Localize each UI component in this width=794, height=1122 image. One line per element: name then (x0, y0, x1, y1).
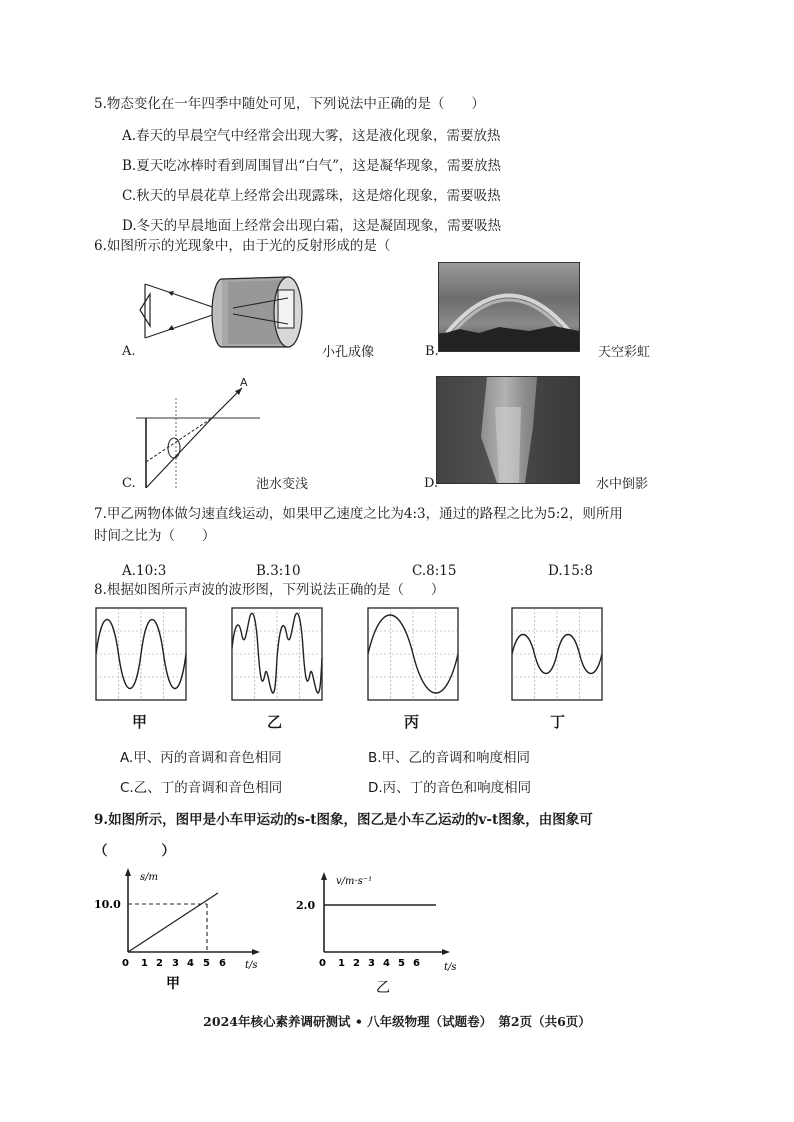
st-tick-1: 1 (141, 958, 148, 969)
st-graph-jia (90, 860, 275, 990)
vt-tick-0: 0 (319, 958, 326, 969)
st-tick-4: 4 (187, 958, 194, 969)
q8-stem: 8.根据如图所示声波的波形图，下列说法正确的是（ ） (94, 582, 445, 598)
vt-tick-5: 5 (398, 958, 405, 969)
q7-option-c: C.8:15 (412, 563, 457, 579)
st-tick-5: 5 (203, 958, 210, 969)
waveform-label-jia: 甲 (132, 713, 148, 731)
q5-option-c: C.秋天的早晨花草上经常会出现露珠，这是熔化现象，需要吸热 (122, 188, 501, 204)
vt-tick-1: 1 (338, 958, 345, 969)
fig-c-eye-label: A (240, 376, 248, 389)
q5-option-d: D.冬天的早晨地面上经常会出现白霜，这是凝固现象，需要吸热 (122, 218, 502, 234)
waveform-yi (232, 608, 322, 700)
fig-d-caption: 水中倒影 (596, 477, 649, 492)
st-tick-6: 6 (219, 958, 226, 969)
q7-option-d: D.15:8 (548, 563, 593, 579)
pool-refraction-figure (136, 378, 261, 490)
reflection-photo (436, 376, 580, 484)
st-graph-yvalue: 10.0 (94, 898, 121, 911)
st-graph-ylabel: s/m (140, 872, 158, 883)
q5-option-b: B.夏天吃冰棒时看到周围冒出“白气”，这是凝华现象，需要放热 (122, 158, 502, 174)
rainbow-photo (438, 262, 580, 352)
st-graph-name: 甲 (166, 976, 180, 992)
q9-stem: 9.如图所示，图甲是小车甲运动的s-t图象，图乙是小车乙运动的v-t图象，由图象可 (94, 812, 593, 828)
q6-stem: 6.如图所示的光现象中，由于光的反射形成的是（ (94, 238, 391, 254)
q8-option-b: B.甲、乙的音调和响度相同 (368, 750, 531, 766)
fig-c-letter: C. (122, 476, 136, 491)
st-graph-xlabel: t/s (245, 960, 258, 971)
fig-b-caption: 天空彩虹 (598, 345, 651, 360)
fig-b-letter: B. (425, 344, 439, 359)
waveform-bing (368, 608, 458, 700)
q8-option-a: A.甲、丙的音调和音色相同 (120, 750, 282, 766)
vt-graph-xlabel: t/s (444, 962, 457, 973)
waveform-jia (96, 608, 186, 700)
st-tick-3: 3 (172, 958, 179, 969)
vt-graph-yvalue: 2.0 (296, 899, 316, 912)
waveform-ding (512, 608, 602, 700)
q8-option-d: D.丙、丁的音色和响度相同 (368, 780, 532, 796)
q7-option-b: B.3:10 (256, 563, 301, 579)
vt-tick-4: 4 (383, 958, 390, 969)
vt-tick-3: 3 (368, 958, 375, 969)
waveform-label-bing: 丙 (404, 713, 420, 731)
waveform-label-yi: 乙 (267, 713, 283, 731)
vt-tick-6: 6 (413, 958, 420, 969)
page-footer: 2024年核心素养调研测试 • 八年级物理（试题卷） 第2页（共6页） (203, 1014, 591, 1029)
fig-c-caption: 池水变浅 (256, 477, 309, 492)
q5-option-a: A.春天的早晨空气中经常会出现大雾，这是液化现象，需要放热 (122, 128, 501, 144)
st-tick-0: 0 (122, 958, 129, 969)
fig-a-caption: 小孔成像 (322, 345, 375, 360)
vt-graph-yi (288, 860, 478, 994)
fig-a-letter: A. (122, 344, 136, 359)
st-tick-2: 2 (156, 958, 163, 969)
pinhole-camera-figure (138, 268, 318, 358)
q7-stem-line2: 时间之比为（ ） (94, 528, 216, 544)
q8-option-c: C.乙、丁的音调和音色相同 (120, 780, 283, 796)
vt-graph-ylabel: v/m·s⁻¹ (336, 876, 373, 887)
q9-blank: （ ） (94, 843, 175, 859)
q7-option-a: A.10:3 (122, 563, 167, 579)
waveform-label-ding: 丁 (550, 713, 566, 731)
vt-tick-2: 2 (353, 958, 360, 969)
q7-stem-line1: 7.甲乙两物体做匀速直线运动，如果甲乙速度之比为4:3，通过的路程之比为5:2，则所用 (94, 506, 623, 522)
fig-d-letter: D. (424, 476, 439, 491)
vt-graph-name: 乙 (376, 980, 390, 996)
q5-stem: 5.物态变化在一年四季中随处可见，下列说法中正确的是（ ） (94, 96, 485, 112)
